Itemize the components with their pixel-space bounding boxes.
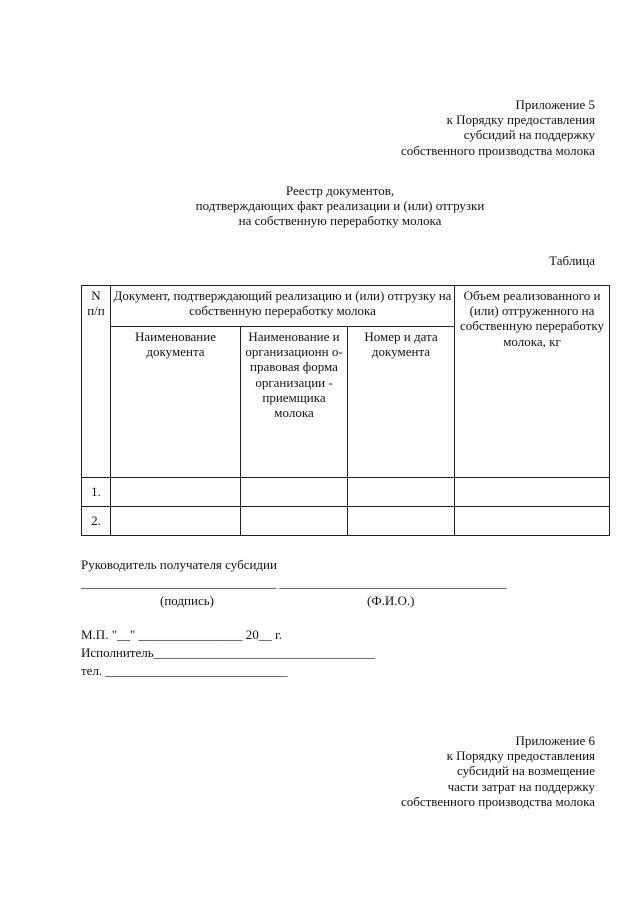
header-number-date: Номер и дата документа: [348, 327, 455, 478]
appendix-6-line: собственного производства молока: [400, 793, 595, 809]
row-number: 2.: [82, 507, 111, 536]
signature-lines: ______________________________ ___________________________________: [81, 575, 507, 590]
appendix-6-line: части затрат на поддержку: [447, 778, 595, 794]
stamp-date-line: М.П. "__" ________________ 20__ г.: [81, 627, 283, 642]
appendix-5-line: Приложение 5: [515, 97, 595, 112]
header-document-group: Документ, подтверждающий реализацию и (или) отгрузку на собственную переработку молока: [111, 286, 455, 327]
appendix-6-line: к Порядку предоставления: [446, 748, 595, 764]
register-title: [0, 183, 640, 229]
appendix-5-line: собственного производства молока: [400, 142, 595, 158]
table-cell: [241, 478, 348, 507]
appendix-5-line: к Порядку предоставления: [446, 112, 595, 128]
executor-line: Исполнитель__________________________________: [81, 645, 375, 660]
table-cell: [241, 507, 348, 536]
table-cell: [455, 507, 610, 536]
row-number: 1.: [82, 478, 111, 507]
appendix-5-line: субсидий на поддержку: [463, 127, 595, 143]
head-label: Руководитель получателя субсидии: [81, 557, 277, 572]
appendix-5-header: [401, 97, 595, 158]
header-organization-name: Наименование и организационн о-правовая форма организации - приемщика молока: [241, 327, 348, 478]
appendix-6-header: [401, 733, 595, 809]
title-line: Реестр документов,: [285, 183, 395, 198]
table-cell: [348, 478, 455, 507]
table-row: [82, 507, 610, 536]
title-line: на собственную переработку молока: [238, 213, 442, 229]
header-number: N п/п: [82, 286, 111, 478]
table-row: [82, 478, 610, 507]
table-cell: [348, 507, 455, 536]
title-line: подтверждающих факт реализации и (или) отгрузки: [195, 198, 485, 214]
signature-caption: (подпись): [160, 593, 214, 608]
header-volume: Объем реализованного и (или) отгруженного на собственную переработку молока, кг: [455, 286, 610, 478]
table-cell: [111, 478, 241, 507]
appendix-6-line: субсидий на возмещение: [457, 763, 595, 779]
register-table: [81, 285, 610, 536]
table-label: Таблица: [549, 253, 595, 268]
phone-line: тел. ____________________________: [81, 663, 288, 678]
header-document-name: Наименование документа: [111, 327, 241, 478]
appendix-6-line: Приложение 6: [515, 733, 595, 748]
table-cell: [455, 478, 610, 507]
fio-caption: (Ф.И.О.): [367, 593, 415, 608]
table-cell: [111, 507, 241, 536]
